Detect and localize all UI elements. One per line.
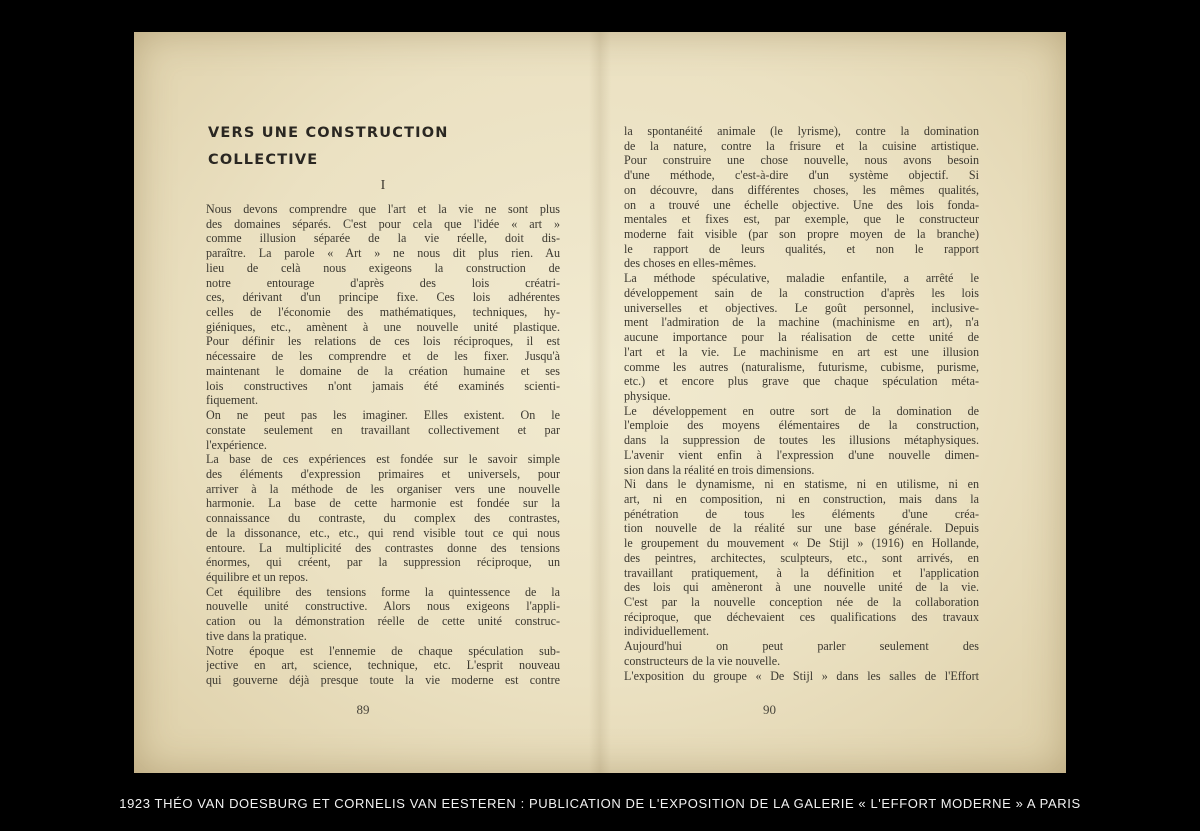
text-line: Pour construire une chose nouvelle, nous avons besoin	[624, 153, 979, 168]
text-line: on découvre, dans différentes choses, les mêmes qualités,	[624, 182, 979, 197]
text-line: réciproque, que déchevaient ces qualifications des travaux	[624, 609, 979, 624]
article-title	[208, 120, 548, 174]
text-line: l'art et la vie. Le machinisme en art est une illusion	[624, 344, 979, 359]
text-line: entoure. La multiplicité des contrastes donne des tensions	[206, 540, 560, 555]
text-line: L'avenir vient enfin à l'expression d'une nouvelle dimen-	[624, 447, 979, 462]
text-line: Cet équilibre des tensions forme la quintessence de la	[206, 584, 560, 599]
text-line: connaissance du contraste, du complex des contrastes,	[206, 511, 560, 526]
book-gutter	[589, 32, 611, 773]
text-line: aucune importance pour la réalisation de cette unité de	[624, 330, 979, 345]
text-line: L'exposition du groupe « De Stijl » dans les salles de l'Effort	[624, 668, 979, 683]
text-line: Aujourd'hui on peut parler seulement des	[624, 639, 979, 654]
caption: 1923 THÉO VAN DOESBURG ET CORNELIS VAN EESTEREN : PUBLICATION DE L'EXPOSITION DE LA GALERIE « L'EFFORT MODERNE » A PARIS	[119, 796, 1081, 811]
section-numeral: I	[380, 178, 386, 193]
text-line: ces, dérivant d'un principe fixe. Ces lois adhérentes	[206, 290, 560, 305]
text-line: de la nature, contre la frisure et la cuisine artistique.	[624, 138, 979, 153]
right-body-text	[624, 124, 979, 683]
text-line: l'expérience.	[206, 437, 267, 452]
text-line: équilibre et un repos.	[206, 569, 309, 584]
text-line: constructeurs de la vie nouvelle.	[624, 653, 781, 668]
text-line: La méthode spéculative, maladie enfantile, a arrêté le	[624, 271, 979, 286]
text-line: comme illusion séparée de la vie réelle, doit dis-	[206, 231, 560, 246]
text-line: arriver à la méthode de les organiser vers une nouvelle	[206, 481, 560, 496]
text-line: universelles et objectives. Le goût personnel, inclusive-	[624, 300, 979, 315]
text-line: d'une méthode, c'est-à-dire d'un système objectif. Si	[624, 168, 979, 183]
text-line: nécessaire de les comprendre et de les fixer. Jusqu'à	[206, 349, 560, 364]
text-line: des lois qui amèneront à une nouvelle unité de la vie.	[624, 580, 979, 595]
text-line: le groupement du mouvement « De Stijl » (1916) en Hollande,	[624, 536, 979, 551]
title-line: COLLECTIVE	[208, 152, 319, 168]
text-line: ment l'admiration de la machine (machinisme en art), n'a	[624, 315, 979, 330]
text-line: paraître. La parole « Art » ne nous dit plus rien. Au	[206, 246, 560, 261]
text-line: développement sain de la construction d'après les lois	[624, 285, 979, 300]
text-line: comme les autres (naturalisme, futurisme, cubisme, purisme,	[624, 359, 979, 374]
text-line: C'est par la nouvelle conception née de la collaboration	[624, 595, 979, 609]
page-number-right: 90	[763, 702, 776, 717]
text-line: des choses en elles-mêmes.	[624, 256, 757, 271]
text-line: physique.	[624, 388, 671, 403]
right-page	[624, 32, 979, 773]
text-line: énormes, qui créent, par la suppression réciproque, un	[206, 555, 560, 570]
text-line: Ni dans le dynamisme, ni en statisme, ni en utilisme, ni en	[624, 477, 979, 492]
text-line: des domaines séparés. C'est pour cela que l'idée « art »	[206, 216, 560, 231]
text-line: art, ni en composition, ni en construction, mais dans la	[624, 491, 979, 506]
text-line: des peintres, architectes, sculpteurs, etc., sont arrivés, en	[624, 550, 979, 565]
text-line: tion nouvelle de la réalité sur une base générale. Depuis	[624, 521, 979, 536]
text-line: individuellement.	[624, 624, 709, 639]
text-line: Notre époque est l'ennemie de chaque spéculation sub-	[206, 643, 560, 658]
text-line: harmonie. La base de cette harmonie est fondée sur la	[206, 496, 560, 511]
left-page	[206, 32, 560, 773]
text-line: travaillant pratiquement, à la définition et l'application	[624, 565, 979, 580]
text-line: etc.) et encore plus grave que chaque spéculation méta-	[624, 374, 979, 389]
text-line: dans la suppression de toutes les illusions métaphysiques.	[624, 433, 979, 448]
text-line: nouvelle unité constructive. Alors nous exigeons l'appli-	[206, 599, 560, 614]
text-line: l'emploie des moyens élémentaires de la construction,	[624, 418, 979, 433]
text-line: tive dans la pratique.	[206, 628, 307, 643]
title-line: VERS UNE CONSTRUCTION	[208, 125, 449, 141]
text-line: Le développement en outre sort de la domination de	[624, 403, 979, 418]
page-number-left: 89	[356, 702, 370, 717]
text-line: giéniques, etc., amènent à une nouvelle unité plastique.	[206, 319, 560, 334]
text-line: celles de l'économie des mathématiques, techniques, hy-	[206, 305, 560, 320]
text-line: jective en art, science, technique, etc. L'esprit nouveau	[206, 658, 560, 673]
text-line: Nous devons comprendre que l'art et la vie ne sont plus	[206, 202, 560, 216]
text-line: Pour définir les relations de ces lois réciproques, il est	[206, 334, 560, 349]
text-line: cation ou la démonstration réelle de cette unité construc-	[206, 614, 560, 629]
text-line: constate seulement en travaillant collectivement et par	[206, 422, 560, 437]
left-body-text	[206, 202, 560, 688]
text-line: des éléments d'expression primaires et universels, pour	[206, 466, 560, 481]
text-line: on a trouvé une échelle objective. Une des lois fonda-	[624, 197, 979, 212]
book-scan	[134, 32, 1066, 773]
text-line: fiquement.	[206, 393, 259, 408]
text-line: On ne peut pas les imaginer. Elles existent. On le	[206, 408, 560, 423]
text-line: moderne fait visible (par son propre moyen de la branche)	[624, 227, 979, 242]
text-line: lieu de celà nous exigeons la construction de	[206, 260, 560, 275]
text-line: notre entourage d'après des lois créatri-	[206, 275, 560, 290]
text-line: sion dans la réalité en trois dimensions.	[624, 462, 815, 477]
text-line: maintenant le domaine de la création humaine et ses	[206, 363, 560, 378]
text-line: La base de ces expériences est fondée sur le savoir simple	[206, 452, 560, 467]
text-line: pénétration de tous les éléments d'une créa-	[624, 506, 979, 521]
text-line: la spontanéité animale (le lyrisme), contre la domination	[624, 124, 979, 138]
text-line: de la dissonance, etc., etc., qui rend visible tout ce qui nous	[206, 525, 560, 540]
text-line: qui gouverne déjà presque toute la vie moderne est contre	[206, 673, 560, 687]
text-line: le rapport de leurs qualités, et non le rapport	[624, 241, 979, 256]
text-line: mentales et fixes est, par exemple, que le constructeur	[624, 212, 979, 227]
text-line: lois constructives n'ont jamais été examinés scienti-	[206, 378, 560, 393]
